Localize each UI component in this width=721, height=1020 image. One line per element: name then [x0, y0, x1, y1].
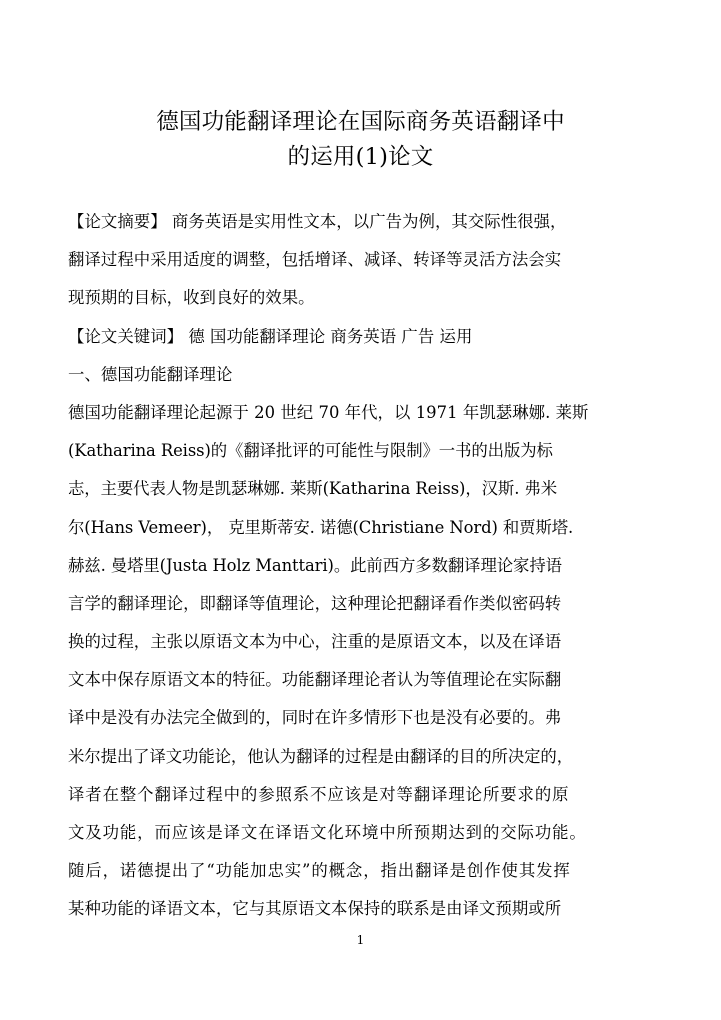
body-line-3: 志，主要代表人物是凯瑟琳娜. 莱斯(Katharina Reiss)，汉斯. 弗米 — [68, 479, 557, 499]
body-line-1: 德国功能翻译理论起源于 20 世纪 70 年代，以 1971 年凯瑟琳娜. 莱斯 — [68, 402, 589, 422]
section-heading: 一、德国功能翻译理论 — [68, 364, 233, 384]
abstract-line-1: 【论文摘要】 商务英语是实用性文本，以广告为例，其交际性很强， — [68, 212, 567, 231]
page-title — [0, 105, 721, 175]
body-line-13: 随后，诺德提出了“功能加忠实”的概念，指出翻译是创作使其发挥 — [68, 861, 571, 881]
body-line-10: 米尔提出了译文功能论，他认为翻译的过程是由翻译的目的所决定的， — [68, 746, 574, 766]
body-line-4: 尔(Hans Vemeer)， 克里斯蒂安. 诺德(Christiane Nord) 和贾斯塔. — [68, 517, 574, 537]
body-line-9: 译中是没有办法完全做到的，同时在许多情形下也是没有必要的。弗 — [68, 708, 562, 728]
keywords-line: 【论文关键词】 德 国功能翻译理论 商务英语 广告 运用 — [68, 326, 473, 346]
abstract-line-2: 翻译过程中采用适度的调整，包括增译、减译、转译等灵活方法会实 — [68, 250, 562, 270]
abstract-line-3: 现预期的目标，收到良好的效果。 — [68, 288, 315, 308]
body-line-6: 言学的翻译理论，即翻译等值理论，这种理论把翻译看作类似密码转 — [68, 593, 562, 613]
body-line-7: 换的过程，主张以原语文本为中心，注重的是原语文本，以及在译语 — [68, 632, 562, 652]
body-line-14: 某种功能的译语文本，它与其原语文本保持的联系是由译文预期或所 — [68, 899, 562, 919]
title-line-2: 的运用(1)论文 — [287, 144, 434, 171]
title-line-1: 德国功能翻译理论在国际商务英语翻译中 — [156, 109, 565, 136]
body-line-5: 赫兹. 曼塔里(Justa Holz Manttari)。此前西方多数翻译理论家持语 — [68, 555, 562, 575]
body-line-2: (Katharina Reiss)的《翻译批评的可能性与限制》一书的出版为标 — [68, 441, 553, 461]
body-line-11: 译者在整个翻译过程中的参照系不应该是对等翻译理论所要求的原 — [68, 784, 570, 804]
document-body — [68, 203, 617, 929]
body-line-12: 文及功能，而应该是译文在译语文化环境中所预期达到的交际功能。 — [68, 823, 587, 842]
page-number: 1 — [356, 933, 365, 947]
body-line-8: 文本中保存原语文本的特征。功能翻译理论者认为等值理论在实际翻 — [68, 670, 562, 690]
